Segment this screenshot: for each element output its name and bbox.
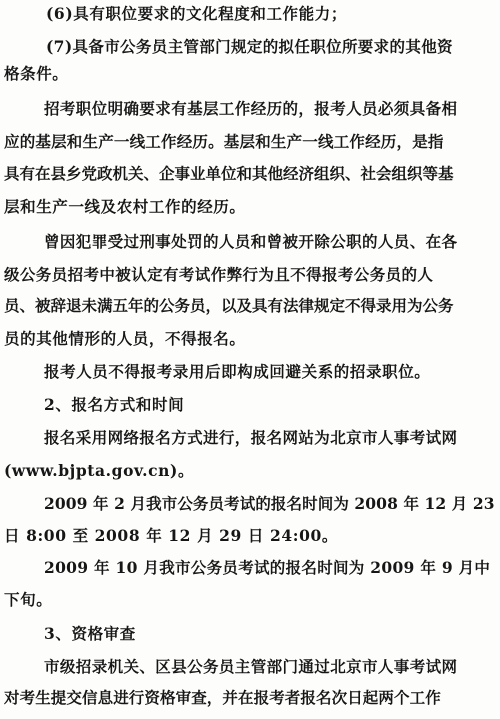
text-line: 级公务员招考中被认定有考试作弊行为且不得报考公务员的人 [4, 265, 434, 284]
text-line: (www.bjpta.gov.cn)。 [4, 461, 195, 480]
text-line: 日 8:00 至 2008 年 12 月 29 日 24:00。 [4, 526, 338, 545]
text-line: 报考人员不得报考录用后即构成回避关系的招录职位。 [44, 362, 431, 381]
text-line: (7)具备市公务员主管部门规定的拟任职位所要求的其他资 [46, 37, 453, 56]
text-line: 员、被辞退未满五年的公务员，以及具有法律规定不得录用为公务 [4, 296, 454, 315]
text-line: 招考职位明确要求有基层工作经历的，报考人员必须具备相 [44, 99, 458, 118]
text-line: 报名采用网络报名方式进行，报名网站为北京市人事考试网 [44, 428, 458, 447]
text-line: 2009 年 10 月我市公务员考试的报名时间为 2009 年 9 月中 [44, 558, 491, 577]
section-heading: 2、报名方式和时间 [44, 395, 185, 414]
text-line: (6)具有职位要求的文化程度和工作能力； [46, 4, 347, 23]
text-line: 对考生提交信息进行资格审查，并在报考者报名次日起两个工作 [4, 688, 441, 707]
section-heading: 3、资格审查 [44, 624, 136, 643]
text-line: 层和生产一线及农村工作的经历。 [4, 197, 246, 216]
text-line: 应的基层和生产一线工作经历。基层和生产一线工作经历，是指 [4, 132, 444, 151]
text-line: 曾因犯罪受过刑事处罚的人员和曾被开除公职的人员、在各 [44, 232, 458, 251]
text-line: 市级招录机关、区县公务员主管部门通过北京市人事考试网 [44, 657, 458, 676]
text-line: 下旬。 [4, 590, 53, 609]
text-line: 员的其他情形的人员，不得报名。 [4, 329, 246, 348]
text-line: 2009 年 2 月我市公务员考试的报名时间为 2008 年 12 月 23 [44, 494, 495, 513]
text-line: 具有在县乡党政机关、企事业单位和其他经济组织、社会组织等基 [4, 164, 454, 183]
text-line: 格条件。 [4, 64, 69, 83]
